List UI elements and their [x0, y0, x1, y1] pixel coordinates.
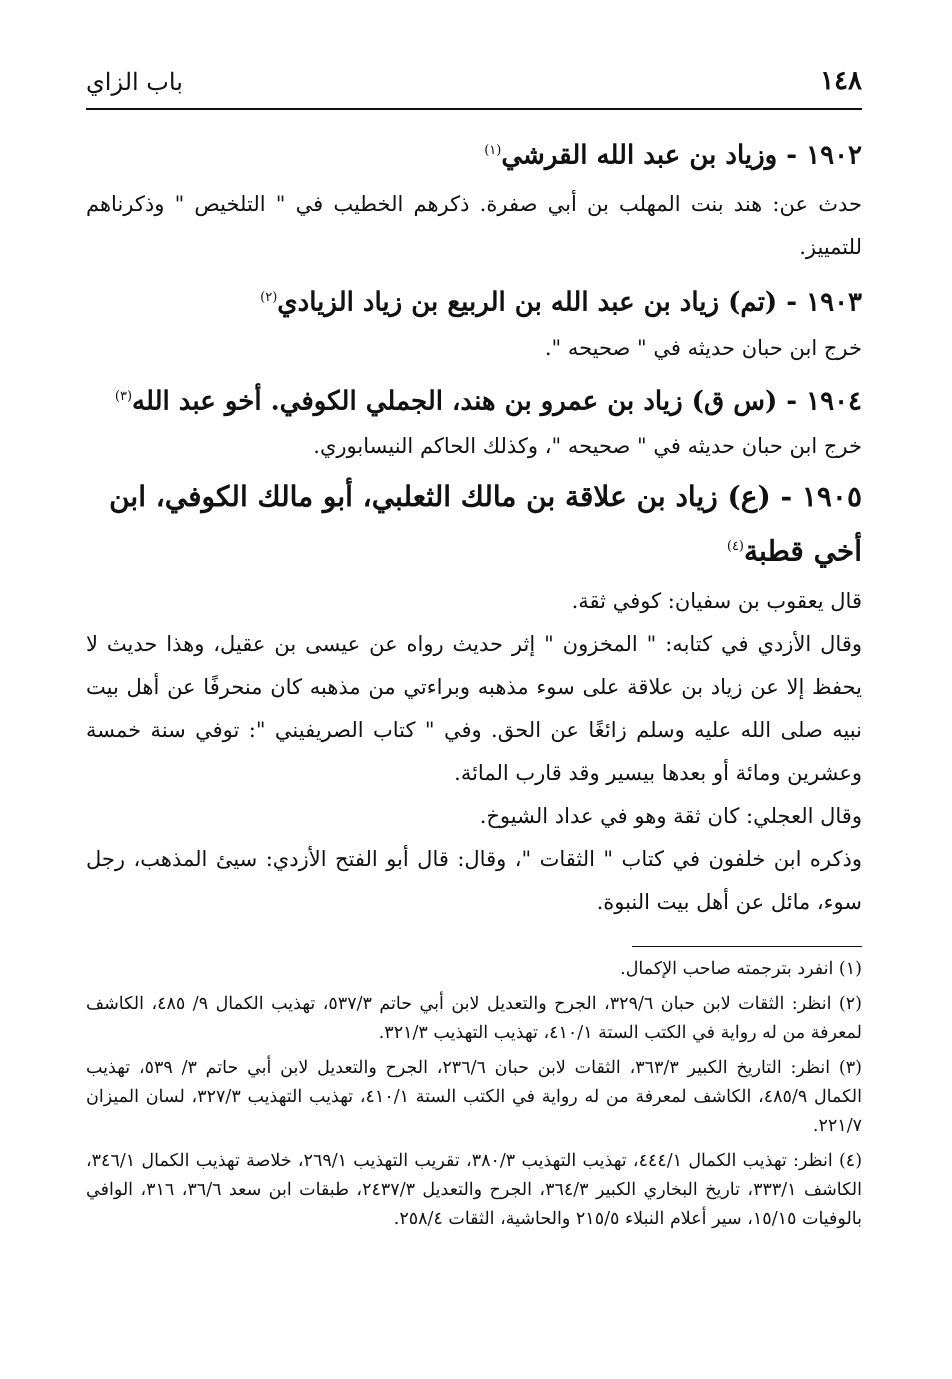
entry-title: ١٩٠٣ - (تم) زياد بن عبد الله بن الربيع بن زياد الزيادي$^{(٢)}$: [260, 287, 862, 318]
entry-1905: [86, 472, 862, 924]
footnotes: [86, 955, 862, 1234]
entry-paragraph: خرج ابن حبان حديثه في " صحيحه ".: [544, 336, 862, 361]
footnote-3: (٣) انظر: التاريخ الكبير ٣٦٣/٣، الثقات لابن حبان ٢٣٦/٦، الجرح والتعديل لابن أبي حاتم ٣/ ٥٣٩، تهذيب الكمال ٤٨٥/٩، الكاشف لمعرفة من له رواية في الكتب الستة ٤١٠/١، تهذيب التهذيب ٣٢٧/٣، لسان الميزان ٢٢١/٧.: [86, 1058, 862, 1137]
footnote-2: (٢) انظر: الثقات لابن حبان ٣٢٩/٦، الجرح والتعديل لابن أبي حاتم ٥٣٧/٣، تهذيب الكمال ٩/ ٤٨٥، الكاشف لمعرفة من له رواية في الكتب الستة ٤١٠/١، تهذيب التهذيب ٣٢١/٣.: [86, 994, 862, 1044]
entry-title: ١٩٠٢ - وزياد بن عبد الله القرشي$^{(١)}$: [484, 140, 862, 171]
entry-paragraph: خرج ابن حبان حديثه في " صحيحه "، وكذلك الحاكم النيسابوري.: [313, 433, 862, 458]
footnote-ref[interactable]: (٤): [726, 538, 744, 554]
footnote-ref[interactable]: (٢): [260, 289, 278, 305]
footnote-ref[interactable]: (٣): [114, 389, 133, 405]
entry-paragraph: حدث عن: هند بنت المهلب بن أبي صفرة. ذكرهم الخطيب في " التلخيص " وذكرناهم للتمييز.: [86, 191, 862, 259]
document-page: [86, 58, 862, 1348]
page-number: ١٤٨: [820, 66, 862, 96]
entry-paragraph: وذكره ابن خلفون في كتاب " الثقات "، وقال: قال أبو الفتح الأزدي: سيئ المذهب، رجل سوء، مائل عن أهل بيت النبوة.: [86, 847, 862, 915]
entry-paragraph: قال يعقوب بن سفيان: كوفي ثقة.: [571, 589, 862, 614]
page-header: [86, 58, 862, 110]
entry-paragraph: وقال الأزدي في كتابه: " المخزون " إثر حديث رواه عن عيسى بن عقيل، وهذا حديث لا يحفظ إلا عن زياد بن علاقة على سوء مذهبه وبراءتي من مذهبه كان منحرفًا عن أهل بيت نبيه صلى الله عليه وسلم زائغًا عن الحق. وفي " كتاب الصريفيني ": توفي سنة خمسة وعشرين ومائة أو بعدها بيسير وقد قارب المائة.: [86, 632, 862, 786]
entry-1904: [86, 374, 862, 468]
entry-1902: [86, 128, 862, 269]
entry-title: ١٩٠٥ - (ع) زياد بن علاقة بن مالك الثعلبي، أبو مالك الكوفي، ابن أخي قطبة$^{(٤)}$: [109, 479, 862, 568]
entry-paragraph: وقال العجلي: كان ثقة وهو في عداد الشيوخ.: [479, 804, 862, 829]
entry-title: ١٩٠٤ - (س ق) زياد بن عمرو بن هند، الجملي الكوفي. أخو عبد الله$^{(٣)}$: [114, 386, 862, 417]
chapter-title: باب الزاي: [86, 68, 183, 96]
footnote-divider: [632, 946, 862, 947]
entry-1903: [86, 275, 862, 371]
footnote-4: (٤) انظر: تهذيب الكمال ٤٤٤/١، تهذيب التهذيب ٣٨٠/٣، تقريب التهذيب ٢٦٩/١، خلاصة تهذيب الكمال ٣٤٦/١، الكاشف ٣٣٣/١، تاريخ البخاري الكبير ٣٦٤/٣، الجرح والتعديل ٢٤٣٧/٣، طبقات ابن سعد ٣٦/٦، ٣١٦، الوافي بالوفيات ١٥/١٥، سير أعلام النبلاء ٢١٥/٥ والحاشية، الثقات ٢٥٨/٤.: [86, 1151, 863, 1230]
footnote-1: (١) انفرد بترجمته صاحب الإكمال.: [620, 959, 862, 980]
footnote-ref[interactable]: (١): [484, 143, 502, 158]
